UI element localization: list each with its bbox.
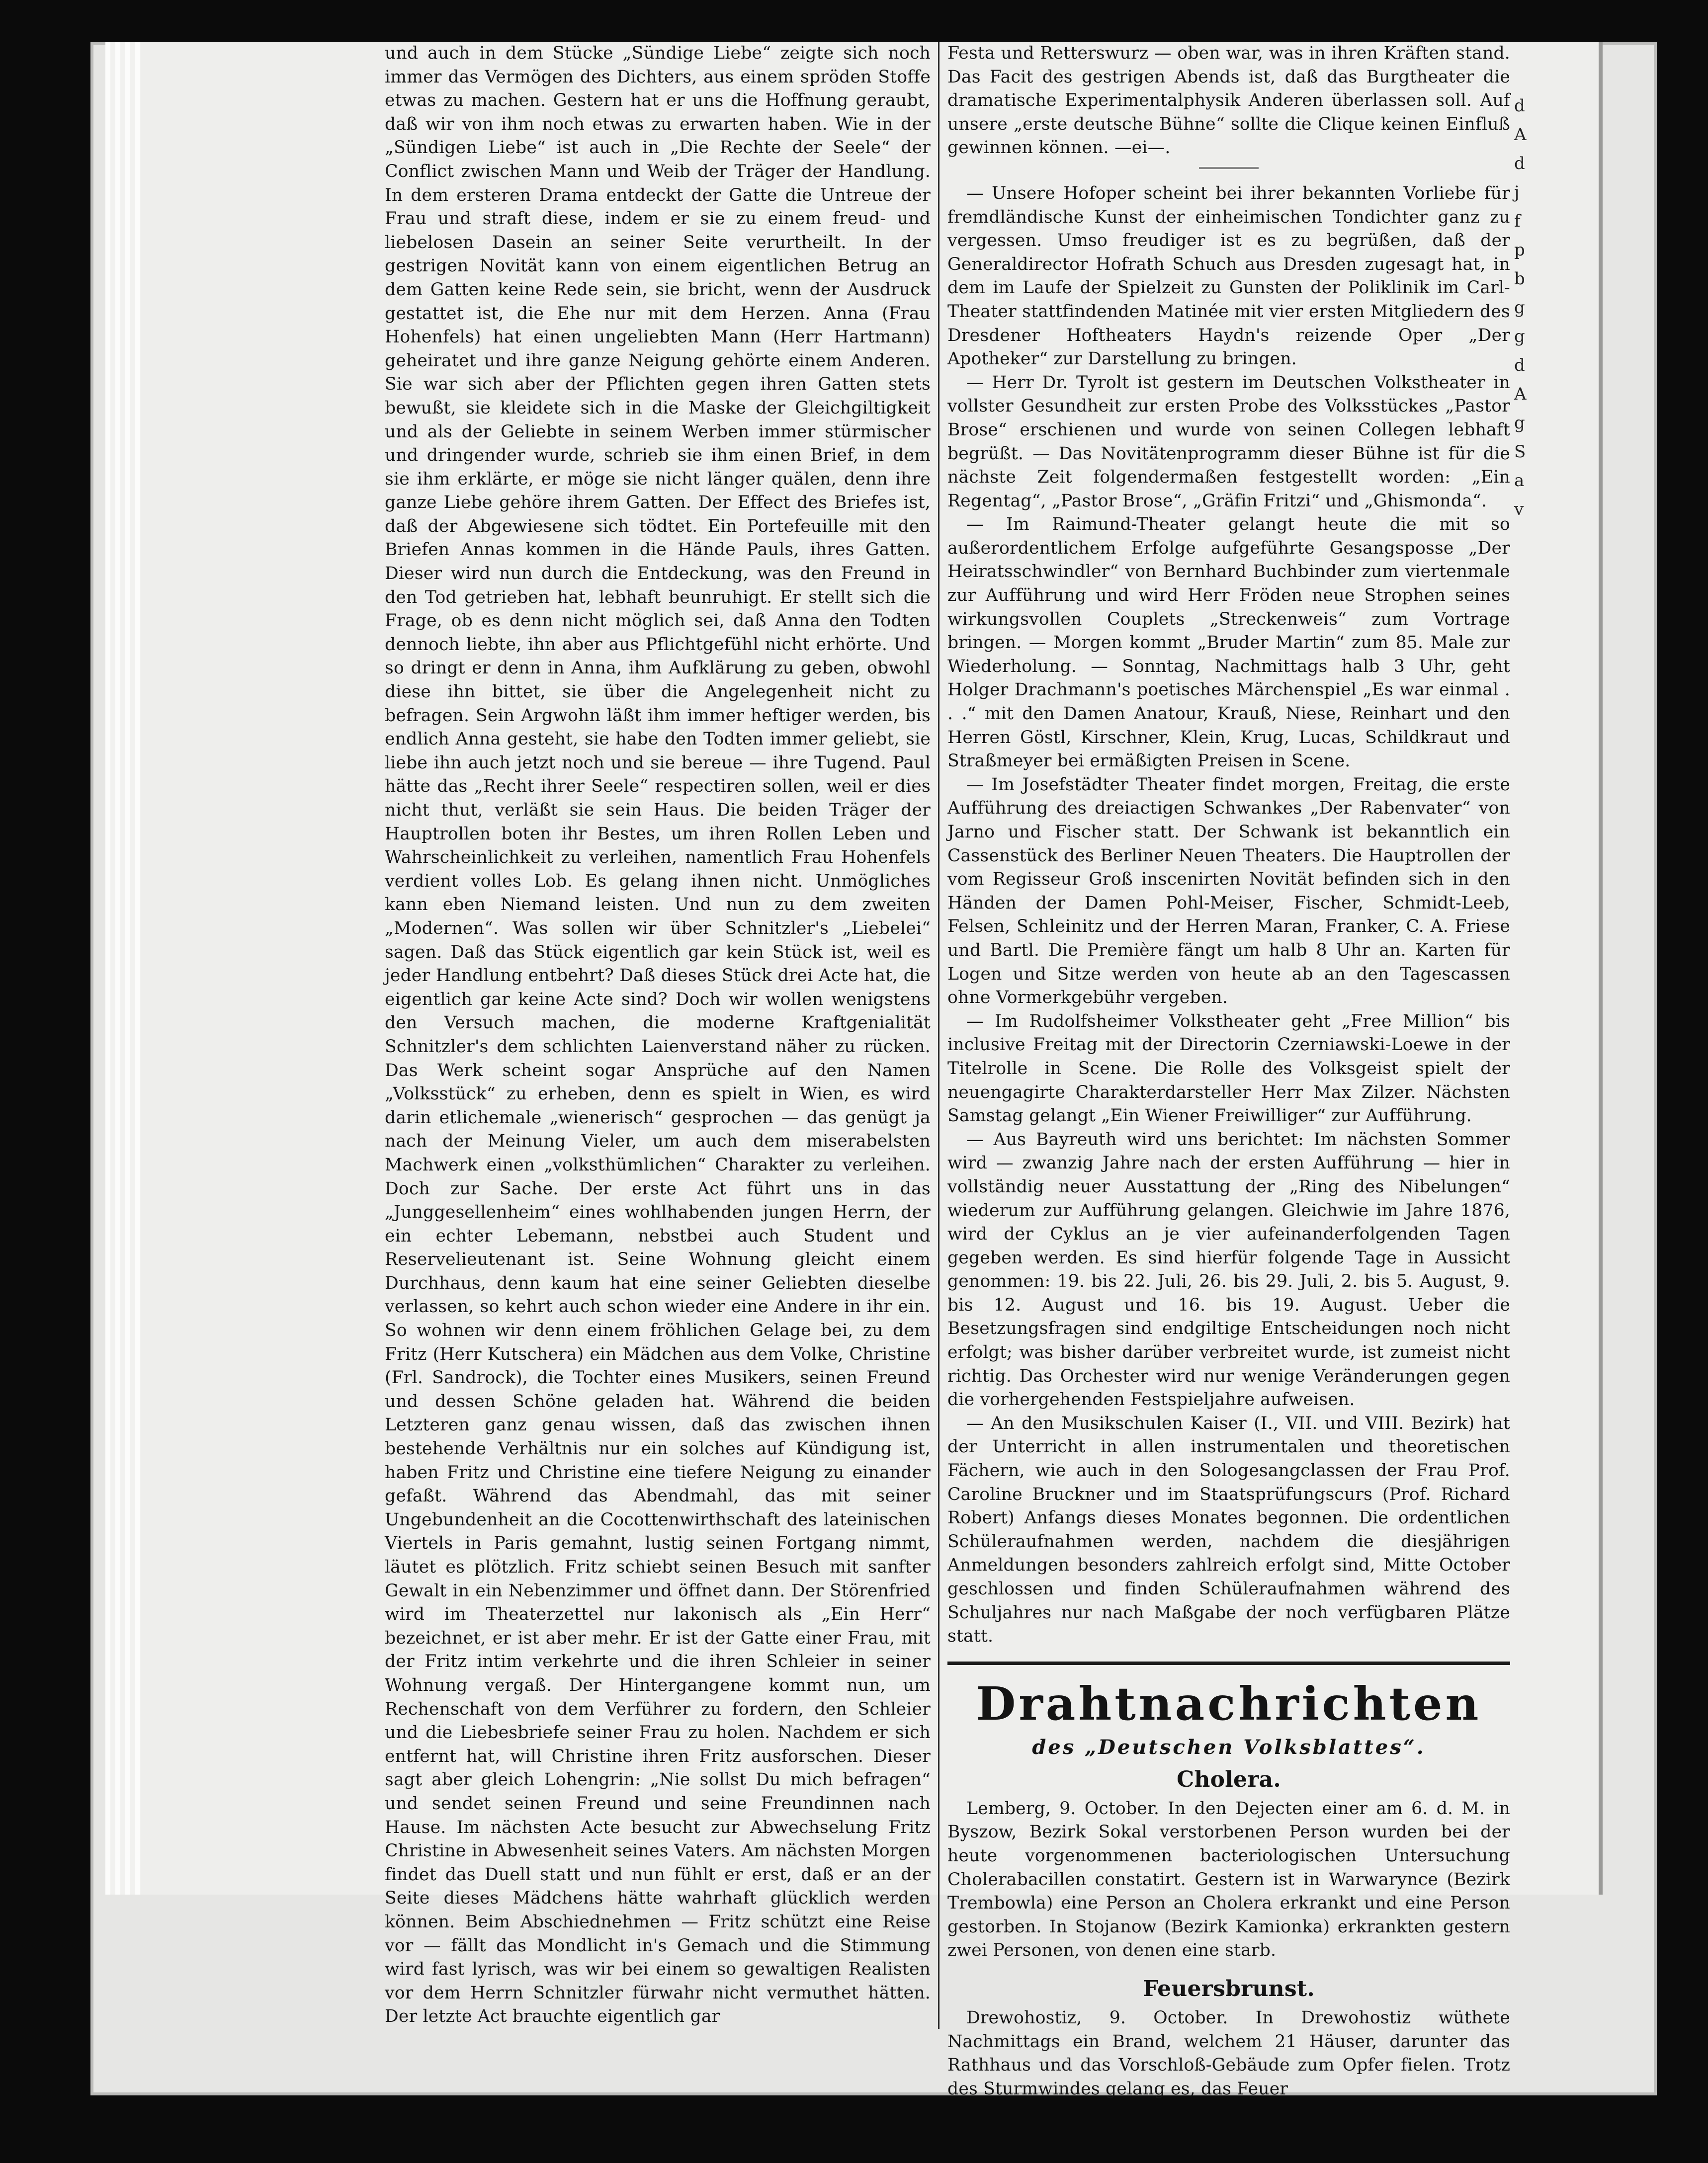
edge-letter: d	[1514, 96, 1525, 116]
news-item-volkstheater: — Herr Dr. Tyrolt ist gestern im Deutschen Volkstheater in vollster Gesundheit zur ersten Probe des Volksstückes „Pastor Brose“ erschienen und wurde von seinen Collegen lebhaft begrüßt. — Das Novitätenprogramm dieser Bühne ist für die nächste Zeit folgendermaßen festgestellt worden: „Ein Regentag“, „Pastor Brose“, „Gräfin Fritzi“ und „Ghismonda“.	[947, 372, 1510, 511]
article-column-left	[385, 42, 931, 2029]
edge-letter: A	[1514, 384, 1527, 404]
edge-letter: g	[1514, 298, 1525, 318]
adjacent-column-fragments	[1514, 91, 1534, 524]
edge-letter: A	[1514, 125, 1527, 145]
headline-drahtnachrichten: Drahtnachrichten	[976, 1676, 1482, 1731]
review-paragraph: und auch in dem Stücke „Sündige Liebe“ zeigte sich noch immer das Vermögen des Dichters, aus einem spröden Stoffe etwas zu machen. Gestern hat er uns die Hoffnung geraubt, daß wir von ihm noch etwas zu erwarten haben. Wie in der „Sündigen Liebe“ ist auch in „Die Rechte der Seele“ der Conflict zwischen Mann und Weib der Träger der Handlung. In dem ersteren Drama entdeckt der Gatte die Untreue der Frau und straft diese, indem er sie zu einem freud- und liebelosen Dasein an seiner Seite verurtheilt. In der gestrigen Novität kann von einem eigentlichen Betrug an dem Gatten keine Rede sein, sie bricht, wenn der Ausdruck gestattet ist, die Ehe nur mit dem Herzen. Anna (Frau Hohenfels) hat einen ungeliebten Mann (Herr Hartmann) geheiratet und ihre ganze Neigung gehörte einem Anderen. Sie war sich aber der Pflichten gegen ihren Gatten stets bewußt, sie kleidete sich in die Maske der Gleichgiltigkeit und als der Geliebte in seinem Werben immer stürmischer und dringender wurde, schrieb sie ihm einen Brief, in dem sie ihm erklärte, er möge sie nicht länger quälen, denn ihre ganze Liebe gehöre ihrem Gatten. Der Effect des Briefes ist, daß der Abgewiesene sich tödtet. Ein Portefeuille mit den Briefen Annas kommen in die Hände Pauls, ihres Gatten. Dieser wird nun durch die Entdeckung, was den Freund in den Tod getrieben hat, lebhaft beunruhigt. Er stellt sich die Frage, ob es denn nicht möglich sei, daß Anna den Todten dennoch liebte, ihn aber aus Pflichtgefühl nicht erhörte. Und so dringt er denn in Anna, ihm Aufklärung zu geben, obwohl diese ihn bittet, sie über die Angelegenheit nicht zu befragen. Sein Argwohn läßt ihm immer heftiger werden, bis endlich Anna gesteht, sie habe den Todten immer geliebt, sie liebe ihn auch jetzt noch und sie bereue — ihre Tugend. Paul hätte das „Recht ihrer Seele“ respectiren sollen, weil er dies nicht thut, verläßt sie sein Haus. Die beiden Träger der Hauptrollen boten ihr Bestes, um ihren Rollen Leben und Wahrscheinlichkeit zu verleihen, namentlich Frau Hohenfels verdient volles Lob. Es gelang ihnen nicht. Unmögliches kann eben Niemand leisten. Und nun zu dem zweiten „Modernen“. Was sollen wir über Schnitzler's „Liebelei“ sagen. Daß das Stück eigentlich gar kein Stück ist, weil es jeder Handlung entbehrt? Daß dieses Stück drei Acte hat, die eigentlich gar keine Acte sind? Doch wir wollen wenigstens den Versuch machen, die moderne Kraftgenialität Schnitzler's dem schlichten Laienverstand näher zu rücken. Das Werk scheint sogar Ansprüche auf den Namen „Volksstück“ zu erheben, denn es spielt in Wien, es wird darin etlichemale „wienerisch“ gesprochen — das genügt ja nach der Meinung Vieler, um auch dem miserabelsten Machwerk einen „volksthümlichen“ Charakter zu verleihen. Doch zur Sache. Der erste Act führt uns in das „Junggesellenheim“ eines wohlhabenden jungen Herrn, der ein echter Lebemann, nebstbei auch Student und Reservelieutenant ist. Seine Wohnung gleicht einem Durchhaus, denn kaum hat eine seiner Geliebten dieselbe verlassen, so kehrt auch schon wieder eine Andere in ihr ein. So wohnen wir denn einem fröhlichen Gelage bei, zu dem Fritz (Herr Kutschera) ein Mädchen aus dem Volke, Christine (Frl. Sandrock), die Tochter eines Musikers, seinen Freund und dessen Schöne geladen hat. Während die beiden Letzteren ganz genau wissen, daß das zwischen ihnen bestehende Verhältnis nur ein solches auf Kündigung ist, haben Fritz und Christine eine tiefere Neigung zu einander gefaßt. Während das Abendmahl, das mit seiner Ungebundenheit an die Cocottenwirthschaft des lateinischen Viertels in Paris gemahnt, lustig seinen Fortgang nimmt, läutet es plötzlich. Fritz schiebt seinen Besuch mit sanfter Gewalt in ein Nebenzimmer und öffnet dann. Der Störenfried wird im Theaterzettel nur lakonisch als „Ein Herr“ bezeichnet, er ist aber mehr. Er ist der Gatte einer Frau, mit der Fritz intim verkehrte und die ihren Schleier in seiner Wohnung vergaß. Der Hintergangene kommt nun, um Rechenschaft von dem Verführer zu fordern, den Schleier und die Liebesbriefe seiner Frau zu holen. Nachdem er sich entfernt hat, will Christine ihren Fritz ausforschen. Dieser sagt aber gleich Lohengrin: „Nie sollst Du mich befragen“ und sendet seinen Freund und seine Freundinnen nach Hause. Im nächsten Acte besucht zur Abwechselung Fritz Christine in Abwesenheit seines Vaters. Am nächsten Morgen findet das Duell statt und nun fühlt er erst, daß er an der Seite dieses Mädchens hätte wahrhaft glücklich werden können. Beim Abschiednehmen — Fritz schützt eine Reise vor — fällt das Mondlicht in's Gemach und die Stimmung wird fast lyrisch, was wir bei einem so gewaltigen Realisten vor dem Herrn Schnitzler fürwahr nicht vermuthet hätten. Der letzte Act brauchte eigentlich gar	[385, 43, 931, 2027]
news-item-josefstaedter-theater: — Im Josefstädter Theater findet morgen, Freitag, die erste Aufführung des dreiactigen Schwankes „Der Rabenvater“ von Jarno und Fischer statt. Der Schwank ist bekanntlich ein Cassenstück des Berliner Neuen Theaters. Die Hauptrollen der vom Regisseur Groß inscenirten Novität befinden sich in den Händen der Damen Pohl-Meiser, Fischer, Schmidt-Leeb, Felsen, Schleinitz und der Herren Maran, Franker, C. A. Friese und Bartl. Die Première fängt um halb 8 Uhr an. Karten für Logen und Sitze werden von heute ab an den Tagescassen ohne Vormerkgebühr vergeben.	[947, 774, 1510, 1008]
review-closing-paragraph: Festa und Retterswurz — oben war, was in ihren Kräften stand. Das Facit des gestrigen Abends ist, daß das Burgtheater die dramatische Experimentalphysik Anderen überlassen soll. Auf unsere „erste deutsche Bühne“ sollte die Clique keinen Einfluß gewinnen können. —ei—.	[947, 43, 1510, 158]
edge-letter: d	[1514, 154, 1525, 173]
edge-letter: g	[1514, 413, 1525, 433]
news-item-rudolfsheimer-volkstheater: — Im Rudolfsheimer Volkstheater geht „Free Million“ bis inclusive Freitag mit der Directorin Czerniawski-Loewe in der Titelrolle in Scene. Die Rolle des Volksgeist spielt der neuengagirte Charakterdarsteller Herr Max Zilzer. Nächsten Samstag gelangt „Ein Wiener Freiwilliger“ zur Aufführung.	[947, 1011, 1510, 1126]
clipping-left-strip	[105, 42, 141, 1895]
edge-letter: p	[1514, 240, 1525, 260]
section-title-cholera: Cholera.	[1177, 1766, 1281, 1792]
section-separator	[1199, 167, 1259, 169]
edge-letter: S	[1514, 442, 1526, 462]
news-item-hofoper: — Unsere Hofoper scheint bei ihrer bekannten Vorliebe für fremdländische Kunst der einheimischen Tondichter ganz zu vergessen. Umso freudiger ist es zu begrüßen, daß der Generaldirector Hofrath Schuch aus Dresden zugesagt hat, in dem im Laufe der Spielzeit zu Gunsten der Poliklinik im Carl-Theater stattfindenden Matinée mit vier ersten Mitgliedern des Dresdener Hoftheaters Haydn's reizende Oper „Der Apotheker“ zur Darstellung zu bringen.	[947, 183, 1510, 369]
article-column-right	[947, 42, 1510, 2101]
news-item-bayreuth: — Aus Bayreuth wird uns berichtet: Im nächsten Sommer wird — zwanzig Jahre nach der ersten Aufführung — hier in vollständig neuer Ausstattung der „Ring des Nibelungen“ wiederum zur Aufführung gelangen. Gleichwie im Jahre 1876, wird der Cyklus an je vier aufeinanderfolgenden Tagen gegeben werden. Es sind hierfür folgende Tage in Aussicht genommen: 19. bis 22. Juli, 26. bis 29. Juli, 2. bis 5. August, 9. bis 12. August und 16. bis 19. August. Ueber die Besetzungsfragen sind endgiltige Entscheidungen noch nicht erfolgt; was bisher darüber verbreitet wurde, ist zumeist nicht richtig. Das Orchester wird nur wenige Veränderungen gegen die vorhergehenden Festspieljahre aufweisen.	[947, 1129, 1510, 1410]
edge-letter: d	[1514, 355, 1525, 375]
news-item-musikschulen: — An den Musikschulen Kaiser (I., VII. und VIII. Bezirk) hat der Unterricht in allen instrumentalen und theoretischen Fächern, wie auch in den Sologesangclassen der Frau Prof. Caroline Bruckner und im Staatsprüfungscurs (Prof. Richard Robert) Anfangs dieses Monates begonnen. Die ordentlichen Schüleraufnahmen werden, nachdem die diesjährigen Anmeldungen besonders zahlreich erfolgt sind, Mitte October geschlossen und finden Schüleraufnahmen während des Schuljahres nur nach Maßgabe der noch verfügbaren Plätze statt.	[947, 1413, 1510, 1647]
news-item-raimund-theater: — Im Raimund-Theater gelangt heute die mit so außerordentlichem Erfolge aufgeführte Gesangsposse „Der Heiratsschwindler“ von Bernhard Buchbinder zum viertenmale zur Aufführung und wird Herr Fröden neue Strophen seines wirkungsvollen Couplets „Streckenweis“ zum Vortrage bringen. — Morgen kommt „Bruder Martin“ zum 85. Male zur Wiederholung. — Sonntag, Nachmittags halb 3 Uhr, geht Holger Drachmann's poetisches Märchenspiel „Es war einmal . . .“ mit den Damen Anatour, Krauß, Niese, Reinhart und den Herren Göstl, Kirschner, Klein, Krug, Lucas, Schildkraut und Straßmeyer bei ermäßigten Preisen in Scene.	[947, 514, 1510, 771]
edge-letter: g	[1514, 327, 1525, 346]
section-title-feuersbrunst: Feuersbrunst.	[1143, 1976, 1315, 2001]
scanned-page	[90, 42, 1657, 2099]
newspaper-clipping	[105, 42, 1603, 2099]
subheadline: des „Deutschen Volksblattes“.	[1032, 1735, 1426, 1759]
edge-letter: f	[1514, 211, 1521, 231]
edge-letter: v	[1514, 499, 1524, 519]
edge-letter: a	[1514, 471, 1525, 491]
cholera-report: Lemberg, 9. October. In den Dejecten einer am 6. d. M. in Byszow, Bezirk Sokal verstorbenen Person wurden bei der heute vorgenommenen bacteriologischen Untersuchung Cholerabacillen constatirt. Gestern ist in Warwarynce (Bezirk Trembowla) eine Person an Cholera erkrankt und eine Person gestorben. In Stojanow (Bezirk Kamionka) erkrankten gestern zwei Personen, von denen eine starb.	[947, 1798, 1510, 1961]
fire-report: Drewohostiz, 9. October. In Drewohostiz wüthete Nachmittags ein Brand, welchem 21 Häuser, darunter das Rathhaus und das Vorschloß-Gebäude zum Opfer fielen. Trotz des Sturmwindes gelang es, das Feuer	[947, 2007, 1510, 2099]
heavy-rule	[947, 1662, 1510, 1665]
edge-letter: j	[1514, 182, 1520, 202]
edge-letter: b	[1514, 269, 1525, 289]
